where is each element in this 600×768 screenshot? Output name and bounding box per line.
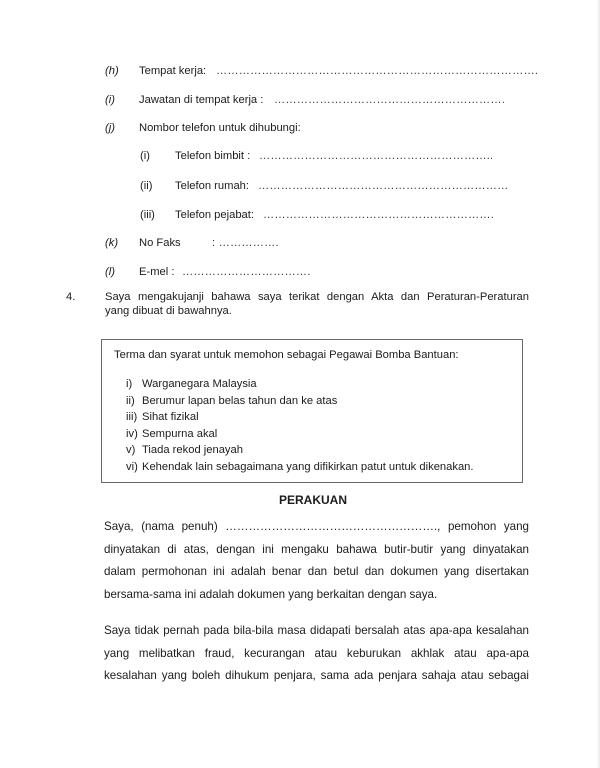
terms-item-text: Warganegara Malaysia: [142, 378, 257, 390]
field-label-no-faks: No Faks: [139, 237, 181, 249]
field-label-telefon-bimbit: Telefon bimbit :: [175, 150, 251, 162]
terms-conditions-box: [101, 339, 523, 483]
field-marker-h: (h): [105, 65, 119, 77]
field-marker-j: (j): [105, 122, 115, 134]
phone-marker-i: (i): [140, 150, 150, 162]
field-input-emel[interactable]: …………………………….: [182, 266, 311, 278]
field-marker-k: (k): [105, 237, 119, 249]
field-label-telefon-pejabat: Telefon pejabat:: [175, 209, 254, 221]
declaration-p1-line: dalam permohonan ini adalah benar dan betul dan dokumen yang disertakan: [104, 565, 529, 579]
phone-marker-ii: (ii): [140, 180, 153, 192]
field-input-telefon-pejabat[interactable]: …………………………………………………….: [263, 209, 495, 221]
section-4-line-1: Saya mengakujanji bahawa saya terikat dengan Akta dan Peraturan-Peraturan: [105, 291, 529, 303]
field-marker-i: (i): [105, 94, 115, 106]
declaration-paragraph-2: [104, 620, 529, 688]
declaration-p2-line: Saya tidak pernah pada bila-bila masa didapati bersalah atas apa-apa kesalahan: [104, 624, 529, 637]
declaration-p1-line: bersama-sama ini adalah dokumen yang berkaitan dengan saya.: [104, 587, 438, 601]
field-input-tempat-kerja[interactable]: ………………………………………………………………………….: [216, 65, 539, 77]
field-label-telefon-rumah: Telefon rumah:: [175, 180, 250, 192]
field-label-nombor-telefon: Nombor telefon untuk dihubungi:: [139, 122, 301, 134]
declaration-p2-line: kesalahan yang boleh dihukum penjara, sama ada penjara sahaja atau sebagai: [104, 669, 529, 683]
terms-item-number: i): [126, 378, 133, 390]
field-input-telefon-rumah[interactable]: …………………………………………………………: [258, 180, 509, 192]
terms-item-number: vi): [126, 460, 138, 473]
field-label-emel: E-mel :: [139, 266, 175, 278]
declaration-paragraph-1: [104, 516, 529, 606]
declaration-p2-line: yang melibatkan fraud, kecurangan atau keburukan akhlak atau apa-apa: [104, 646, 529, 660]
terms-list-item: [126, 393, 474, 410]
section-4-number: 4.: [66, 291, 76, 303]
terms-list-item: [126, 426, 474, 443]
terms-item-text: Berumur lapan belas tahun dan ke atas: [142, 394, 338, 407]
terms-item-text: Kehendak lain sebagaimana yang difikirkan patut untuk dikenakan.: [142, 460, 474, 473]
terms-item-text: Tiada rekod jenayah: [142, 444, 243, 457]
section-4-line-2: yang dibuat di bawahnya.: [105, 305, 232, 317]
terms-list-item: [126, 442, 474, 459]
terms-item-number: ii): [126, 394, 135, 407]
terms-list-item: [126, 459, 474, 476]
field-input-no-faks[interactable]: : …………….: [212, 237, 279, 249]
terms-box-title: Terma dan syarat untuk memohon sebagai Pegawai Bomba Bantuan:: [114, 349, 459, 361]
field-input-telefon-bimbit[interactable]: ……………………………………………………..: [259, 150, 494, 162]
terms-item-number: iii): [126, 411, 138, 424]
declaration-p1-line: dinyatakan di atas, dengan ini mengaku bahawa butir-butir yang dinyatakan: [104, 542, 529, 556]
phone-marker-iii: (iii): [140, 209, 155, 221]
field-label-tempat-kerja: Tempat kerja:: [139, 65, 207, 77]
field-marker-l: (l): [105, 266, 115, 278]
terms-item-number: iv): [126, 427, 138, 440]
terms-item-text: Sihat fizikal: [142, 411, 199, 424]
field-label-jawatan: Jawatan di tempat kerja :: [139, 94, 264, 106]
field-input-jawatan[interactable]: …………………………………………………….: [274, 94, 506, 106]
terms-list: [126, 376, 474, 476]
terms-list-item: [126, 409, 474, 426]
declaration-heading: PERAKUAN: [278, 493, 347, 507]
terms-item-text: Sempurna akal: [142, 427, 218, 440]
declaration-p1-line: Saya, (nama penuh) ………………………………………………., pemohon yang: [104, 520, 529, 533]
terms-item-number: v): [126, 444, 136, 457]
terms-list-item: [126, 376, 474, 393]
